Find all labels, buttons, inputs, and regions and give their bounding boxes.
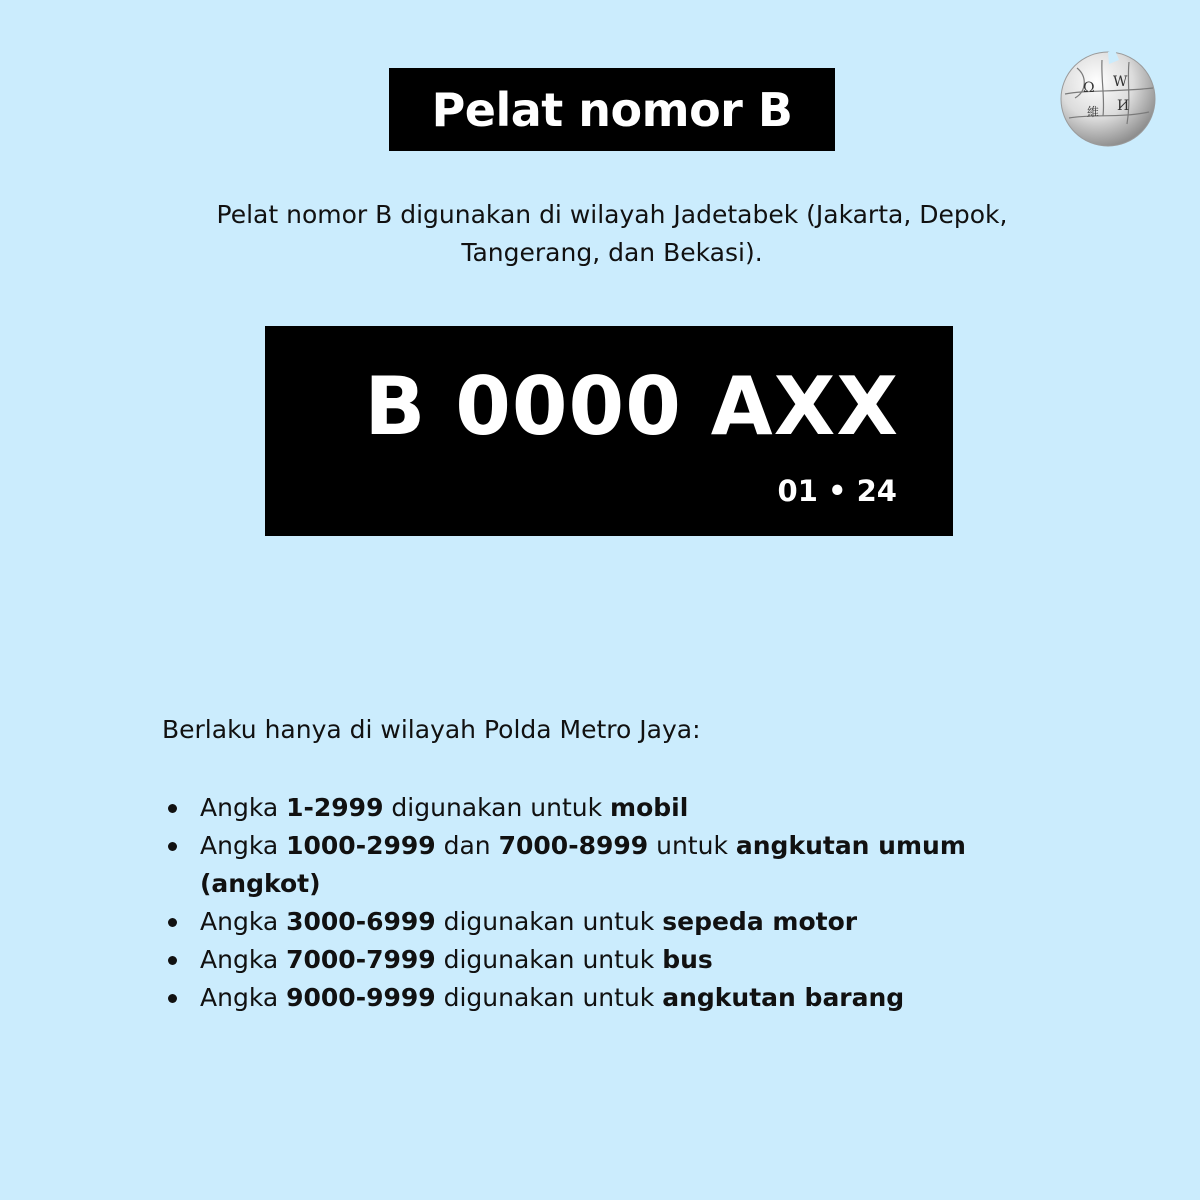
rule-text: digunakan untuk [383,793,611,822]
title-banner [389,68,835,151]
number-range: 7000-7999 [286,945,436,974]
wikipedia-globe-icon [1057,46,1159,148]
rule-text: digunakan untuk [435,945,663,974]
list-item [162,941,1052,979]
rule-text: Angka [200,831,287,860]
logo-glyph-4: 維 [1087,105,1100,119]
license-plate [265,326,953,536]
rules-list [162,789,1052,1017]
logo-glyph-2: W [1113,74,1128,90]
number-range: 1-2999 [286,793,384,822]
bullet-icon [168,804,177,813]
number-range: 7000-8999 [498,831,649,860]
rule-text: Angka [200,907,287,936]
vehicle-type: mobil [610,793,689,822]
intro-text: Pelat nomor B digunakan di wilayah Jadetabek (Jakarta, Depok, Tangerang, dan Bekasi). [216,200,1008,267]
list-heading: Berlaku hanya di wilayah Polda Metro Jaya: [162,715,701,744]
list-item [162,827,1052,903]
vehicle-type: angkutan barang [662,983,905,1012]
list-item [162,903,1052,941]
list-item [162,979,1052,1017]
vehicle-type: bus [662,945,713,974]
wikipedia-globe-graphic [1057,46,1159,148]
logo-glyph-3: И [1117,98,1130,114]
bullet-icon [168,956,177,965]
bullet-icon [168,842,177,851]
list-item [162,789,1052,827]
rule-text: dan [435,831,499,860]
plate-number: B 0000 AXX [364,360,899,453]
number-range: 9000-9999 [286,983,436,1012]
rule-text: digunakan untuk [435,907,663,936]
bullet-icon [168,918,177,927]
number-range: 3000-6999 [286,907,436,936]
plate-expiry: 01 • 24 [777,474,897,508]
vehicle-type: sepeda motor [662,907,858,936]
rule-text: Angka [200,945,287,974]
logo-glyph-1: Ω [1083,80,1095,96]
bullet-icon [168,994,177,1003]
rule-text: Angka [200,983,287,1012]
page-title: Pelat nomor B [431,82,793,137]
rule-text: untuk [648,831,736,860]
rule-text: Angka [200,793,287,822]
rule-text: digunakan untuk [435,983,663,1012]
vehicle-type: angkutan umum (angkot) [200,831,966,898]
number-range: 1000-2999 [286,831,436,860]
